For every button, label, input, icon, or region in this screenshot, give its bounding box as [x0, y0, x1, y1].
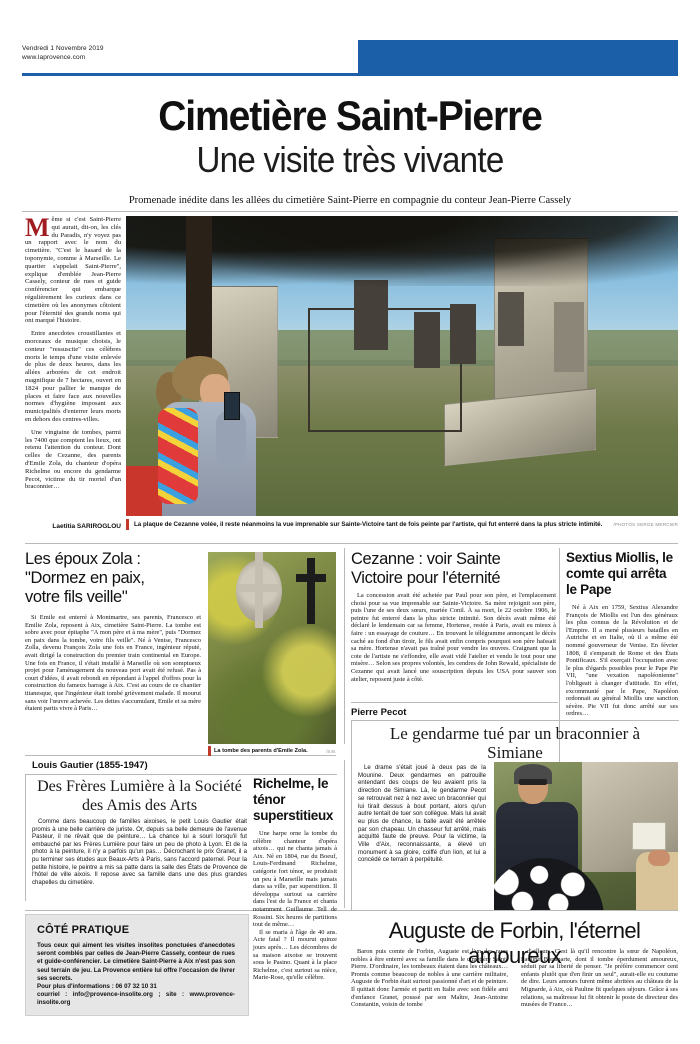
hero-caption-text: La plaque de Cezanne volée, il reste néanmoins la vue imprenable sur Sainte-Victoire tant de fois peinte par l'artiste, qui fut enterré dans la plus stricte intimité. [134, 521, 603, 528]
richelme-paragraph-2: Il se maria à l'âge de 40 ans. Acte fatal ? Il mourut quinze jours après… Les décombres de sa maison aixoise se trouvent sous le Pasino. Quant à la place Richelme, c'est surtout sa nièce, Marie-Rose, qu'elle célèbre. [253, 928, 337, 982]
gautier-body-text: Comme dans beaucoup de familles aixoises, le petit Louis Gautier était promis à une belle carrière de juriste. Or, depuis sa belle demeure de l'avenue Pasteur, il ne rêvait que de peinture… La chance lui a souri lorsqu'il fut embauché par les Frères Lumière pour faire un peu de photo à Lyon. Et de la photo à la peinture, il n'y a parfois qu'un pas… Décrochant le prix Granet, il a pu terminer ses études aux Beaux-Arts à Paris, sans l'accord paternel. Pour la petite histoire, le peintre a mis sa patte dans la salle des États de Provence de l'hôtel de ville aixois. Il repose avec sa famille dans une des plus grandes chapelles du cimetière. [32, 818, 247, 886]
hero-photo [126, 216, 678, 516]
richelme-headline: Richelme, le ténor superstitieux [253, 776, 334, 823]
masthead-date-line [22, 44, 104, 62]
cezanne-body [351, 592, 556, 683]
caption-tick-icon [126, 519, 129, 530]
forbin-body-right [521, 948, 678, 1009]
zola-headline: Les époux Zola : "Dormez en paix, votre fils veille" [25, 550, 145, 606]
richelme-body [253, 830, 337, 982]
gautier-body [32, 818, 247, 886]
hero-photo-credit: /PHOTOS SERGE MERCIER [613, 522, 678, 527]
pecot-headline: Le gendarme tué par un braconnier à Simiane [389, 724, 641, 762]
forbin-left-text: Baron puis comte de Forbin, Auguste est l'un des rares nobles à être enterré avec sa famille dans le cimetière Saint-Pierre. D'ordinaire, les tombeaux étaient dans les châteaux… Promis comme beaucoup de nobles à une carrière militaire, Auguste de Forbin était surtout passionné d'art et de peinture. Il quittait donc l'armée et partit en Italie avec son fidèle ami d'enfance Granet, poussé par son Maître, Jean-Antoine Constantin, voisin de tombe [351, 948, 508, 1009]
lead-paragraph-1 [25, 213, 121, 325]
sextius-body-text: Né à Aix en 1759, Sextius Alexandre François de Miollis est l'un des généraux les plus connus de la Révolution et de l'Empire. Il a mené plusieurs batailles en Autriche et en Italie, où il a même été nommé gouverneur de Venise. En février 1808, il s'emparait de Rome et des États Pontificaux. S'il exerçait l'occupation avec le plus d'égards possibles pour le Pape Pie VII, "une vexation napoléonienne" l'obligeait à changer d'attitude. En effet, excommunié par le Pape, Napoléon ordonnait au général Miollis une sanction sévère. Pie VII fut donc arrêté sur ses ordres… [566, 604, 678, 718]
forbin-headline: Auguste de Forbin, l'éternel amoureux [388, 918, 641, 968]
sextius-body [566, 604, 678, 718]
photo-visitor-taking-picture [154, 356, 272, 516]
page-number: 3 [647, 4, 657, 23]
sunglasses-icon [519, 779, 547, 785]
pecot-photo-plaque [632, 822, 666, 850]
masthead [22, 40, 678, 80]
divider-section-row [25, 543, 678, 544]
divider-gautier-pecot [344, 760, 345, 908]
photo-cross-4 [498, 292, 524, 346]
divider-zola-cezanne [344, 548, 345, 744]
zola-body [25, 614, 201, 713]
masthead-rule [22, 73, 358, 76]
photo-cross-1 [354, 280, 388, 350]
hero-photo-caption [126, 519, 678, 531]
zola-body-text: Si Emile est enterré à Montmartre, ses parents, Francesco et Emilie Zola, reposent à Aix, cimetière Saint-Pierre. La tombe est sobre avec pour épitaphe "A mon père et à ma mère", puis "Dormez en paix dans la tombe, votre fils veille". Né à Venise, Francesco Zolla, devenu François Zola une fois en France, ingénieur réputé, avait dirigé la construction du premier train continental en Europe. Une fois en France, il s'était installé à Marseille où son somptueux projet pour l'aménagement du nouveau port avait été refusé. Pas à court d'idées, il avait rebondi en répondant à l'appel d'offres pour la construction du fameux barrage à Aix. C'est au cours de ce chantier titanesque, que l'ingénieur était tombé grièvement malade. Il mourut sans voir l'œuvre achevée. Les dettes s'accumulant, Emile et sa mère étaient partis vivre à Paris… [25, 614, 201, 713]
pecot-photo [494, 762, 678, 910]
page-title: Cimetière Saint-Pierre [158, 92, 542, 139]
lead-paragraph-3: Une vingtaine de tombes, parmi les 7400 que comptent les lieux, ont retenu l'attention du conteur. Dont celles de Cezanne, des parents d'Emile Zola, du chanteur d'opéra Richelme ou encore du gendarme Pecot, victime du tir mortel d'un braconnier… [25, 428, 121, 491]
publication-date: Vendredi 1 Novembre 2019 [22, 45, 104, 52]
section-title: Aix-en-Provence [398, 3, 586, 34]
zola-caption-text: La tombe des parents d'Emile Zola. [214, 748, 308, 754]
pecot-kicker: Pierre Pecot [351, 707, 407, 718]
cezanne-headline: Cezanne : voir Sainte Victoire pour l'éternité [351, 550, 501, 587]
zola-photo-caption [208, 746, 336, 757]
photo-visitor-smartphone [224, 392, 240, 420]
cezanne-body-text: La concession avait été achetée par Paul pour son père, et l'emplacement choisi pour sa vue imprenable sur Sainte-Victoire. Sa mère rejoignit son père, puis l'une de ses deux sœurs, mariée Conil. À sa mort, le 22 octobre 1906, le peintre fut enterré dans la plus stricte intimité. Son décès avait même été déclaré le lendemain car sa femme, Hortense, restée à Paris, avait eu mieux à faire : un essayage de couture… En trouvant le télégramme annonçant le décès caché au fond d'un tiroir, le fils avait enfin compris pourquoi son père haïssait sa mère. Hortense n'avait pas traîné pour vendre les œuvres. Craignant que la cote de l'artiste ne s'effondre, elle avait vidé l'atelier et vendu le tout pour une misère… Selon ses propres volontés, les cendres de John Rewald, spécialiste de Cezanne qui avait lancé une souscription depuis les USA pour sauver son atelier, reposent juste à côté. [351, 592, 556, 683]
zola-iron-cross-icon [296, 558, 326, 624]
drop-cap: M [25, 213, 50, 242]
photo-cross-5 [554, 302, 584, 372]
cote-pratique-contact: courriel : info@provence-insolite.org ; site : www.provence-insolite.org [37, 991, 235, 1007]
lead-paragraph-1-text: ême si c'est Saint-Pierre qui aurait, dit-on, les clés du Paradis, n'y voyez pas un rapport avec le nom du cimetière. "C'est le hasard de la toponymie, comme à Marseille. Le quartier s'appelait Saint-Pierre", explique d'emblée Jean-Pierre Cassely, conteur de rues et guide conférencier qui embarque régulièrement les curieux dans ce cimetière où les anonymes côtoient pour l'éternité des grands noms qui ont marqué l'histoire. [25, 216, 121, 325]
page-subtitle: Une visite très vivante [196, 139, 504, 180]
lead-article-column [25, 213, 121, 496]
forbin-right-text: d'ailleurs. C'est là qu'il rencontre la sœur de Napoléon, Pauline Bonaparte, dont il tombe éperdument amoureux, séduit par sa liberté de penser. "Je préfère commencer cent enfants plutôt que d'en finir un seul", aurait-elle eu coutume de dire. Leurs amours furent même abritées au château de la Mignarde, à Aix, où Pauline fit quelques séjours. Grâce à ses relations, sa maîtresse lui fit obtenir le poste de directeur des musées de France… [521, 948, 678, 1009]
publication-website: www.laprovence.com [22, 54, 86, 61]
standfirst: Promenade inédite dans les allées du cimetière Saint-Pierre en compagnie du conteur Jean-Pierre Cassely [128, 195, 572, 206]
zola-photo-credit: /S.M. [326, 749, 336, 754]
article-byline: Laetitia SARIROGLOU [52, 523, 121, 530]
photo-visitor-scarf [158, 408, 198, 504]
divider-above-pecot [351, 702, 558, 703]
gautier-headline: Des Frères Lumière à la Société des Amis des Arts [37, 778, 242, 814]
cote-pratique-body [37, 942, 235, 1008]
cote-pratique-phone: Pour plus d'informations : 06 07 32 10 31 [37, 983, 157, 991]
lead-paragraph-2: Entre anecdotes croustillantes et morceaux de musique choisis, le conteur "ressuscite" ces célèbres morts le temps d'une visite enlevée de plus de deux heures, dans les allées arborées de cet endroit magnifique de 7 hectares, ouvert en 1824 pour pallier le manque de places et faire face aux nouvelles normes d'hygiène imposant aux municipalités d'enterrer leurs morts en dehors des centres-villes. [25, 330, 121, 423]
section-banner [358, 40, 678, 76]
zola-stone-celtic-cross-icon [236, 560, 282, 622]
pecot-body-text: Le drame s'était joué à deux pas de la Mounine. Deux gendarmes en patrouille entendant des coups de feu avaient pris la direction de Simiane. Là, le gendarme Pecot se retrouvait nez à nez avec un braconnier qui lui tirait dessus à bout portant, alors qu'un autre tentait de tuer son collègue. Mais lui avait eu plus de chance, la balle avait été arrêtée par son chapeau. Un chasseur fut arrêté, mais acquitté faute de preuve. Pour la victime, la Ville d'Aix, reconnaissante, a élevé un monument à sa gloire, coiffé d'un lion, et lui a concédé ce terrain à perpétuité. [358, 764, 486, 864]
zola-photo [208, 552, 336, 744]
pecot-body [358, 764, 486, 864]
divider-under-standfirst [22, 211, 678, 212]
gautier-kicker: Louis Gautier (1855-1947) [32, 760, 148, 771]
cote-pratique-title: CÔTÉ PRATIQUE [37, 924, 130, 936]
pecot-photo-listener-hand [648, 850, 670, 866]
sextius-headline: Sextius Miollis, le comte qui arrêta le Pape [566, 550, 673, 597]
photo-cross-3 [450, 304, 476, 364]
caption-tick-icon [208, 746, 211, 756]
cote-pratique-paragraph-1: Tous ceux qui aiment les visites insolites ponctuées d'anecdotes seront comblés par celles de Jean-Pierre Cassely, conteur de rues et guide-conférencier. Le cimetière Saint-Pierre à Aix n'est pas son seul terrain de jeu. La Provence entière lui offre l'occasion de livrer ses secrets. [37, 942, 235, 982]
forbin-body-left [351, 948, 508, 1009]
richelme-paragraph-1: Une harpe orne la tombe du célèbre chanteur d'opéra aixois… qui ne chanta jamais à Aix. Né en 1804, rue du Boeuf, Louis-Ferdinand Richelme, catégorie fort ténor, se produisit un peu à Marseille mais jamais dans sa ville, par superstition. Il développa surtout sa carrière dans l'est de la France et chanta notamment Guillaume Tell de Rossini. Six heures de partitions tout de même… [253, 830, 337, 929]
photo-cross-2 [414, 312, 440, 368]
